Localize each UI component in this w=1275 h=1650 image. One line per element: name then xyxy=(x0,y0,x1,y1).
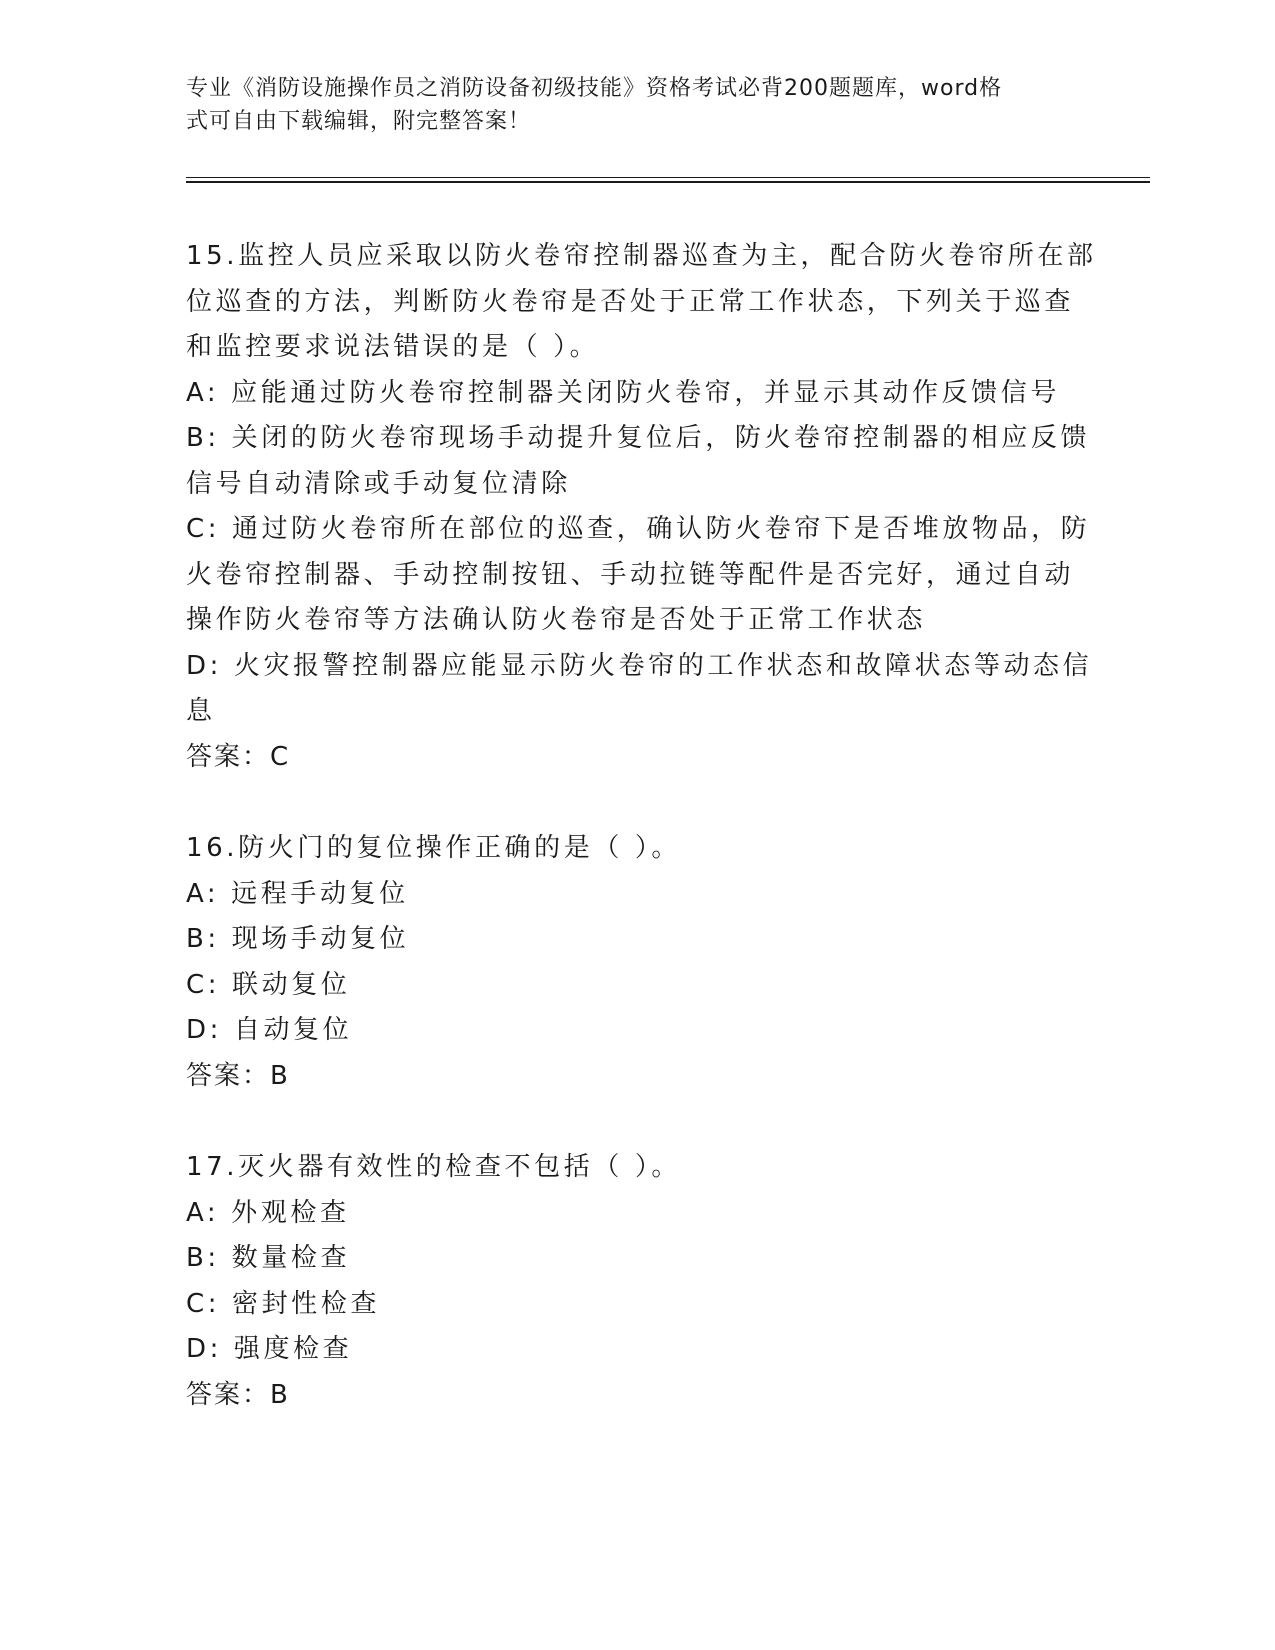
option-c: C: 密封性检查 xyxy=(186,1288,380,1319)
answer-line: 答案：C xyxy=(186,741,291,772)
header-line: 专业《消防设施操作员之消防设备初级技能》资格考试必背200题题库，word格 xyxy=(186,76,1003,101)
option-b-continued: 信号自动清除或手动复位清除 xyxy=(186,468,571,499)
question-stem-line: 位巡查的方法，判断防火卷帘是否处于正常工作状态，下列关于巡查 xyxy=(186,286,1075,317)
option-b: B: 现场手动复位 xyxy=(186,924,410,954)
option-a: A: 外观检查 xyxy=(186,1197,350,1228)
option-d: D: 火灾报警控制器应能显示防火卷帘的工作状态和故障状态等动态信 xyxy=(186,650,1093,681)
question-15 xyxy=(186,234,1097,780)
question-list xyxy=(186,234,1097,1464)
header-divider-thick xyxy=(186,181,1150,183)
option-b: B: 数量检查 xyxy=(186,1243,351,1273)
option-a: A: 远程手动复位 xyxy=(186,878,409,909)
header-line: 式可自由下载编辑，附完整答案！ xyxy=(186,109,532,134)
option-d: D: 强度检查 xyxy=(186,1334,353,1364)
option-a: A: 应能通过防火卷帘控制器关闭防火卷帘，并显示其动作反馈信号 xyxy=(186,377,1060,408)
option-c: C: 联动复位 xyxy=(186,969,351,1000)
header-divider-thin xyxy=(186,177,1150,178)
option-c: C: 通过防火卷帘所在部位的巡查，确认防火卷帘下是否堆放物品，防 xyxy=(186,514,1091,544)
answer-line: 答案：B xyxy=(186,1060,290,1091)
question-stem-line: 17.灭火器有效性的检查不包括（ ）。 xyxy=(186,1152,682,1182)
document-header xyxy=(186,72,1066,138)
question-stem-line: 和监控要求说法错误的是（ ）。 xyxy=(186,332,600,362)
option-d: D: 自动复位 xyxy=(186,1015,353,1045)
question-stem-line: 15.监控人员应采取以防火卷帘控制器巡查为主，配合防火卷帘所在部 xyxy=(186,241,1097,271)
answer-line: 答案：B xyxy=(186,1379,290,1410)
question-stem-line: 16.防火门的复位操作正确的是（ ）。 xyxy=(186,833,682,863)
option-c-continued: 火卷帘控制器、手动控制按钮、手动拉链等配件是否完好，通过自动 xyxy=(186,559,1075,590)
option-b: B: 关闭的防火卷帘现场手动提升复位后，防火卷帘控制器的相应反馈 xyxy=(186,423,1091,453)
option-d-continued: 息 xyxy=(186,696,216,726)
question-17 xyxy=(186,1145,1076,1418)
option-c-continued: 操作防火卷帘等方法确认防火卷帘是否处于正常工作状态 xyxy=(186,605,927,635)
question-16 xyxy=(186,826,1076,1099)
